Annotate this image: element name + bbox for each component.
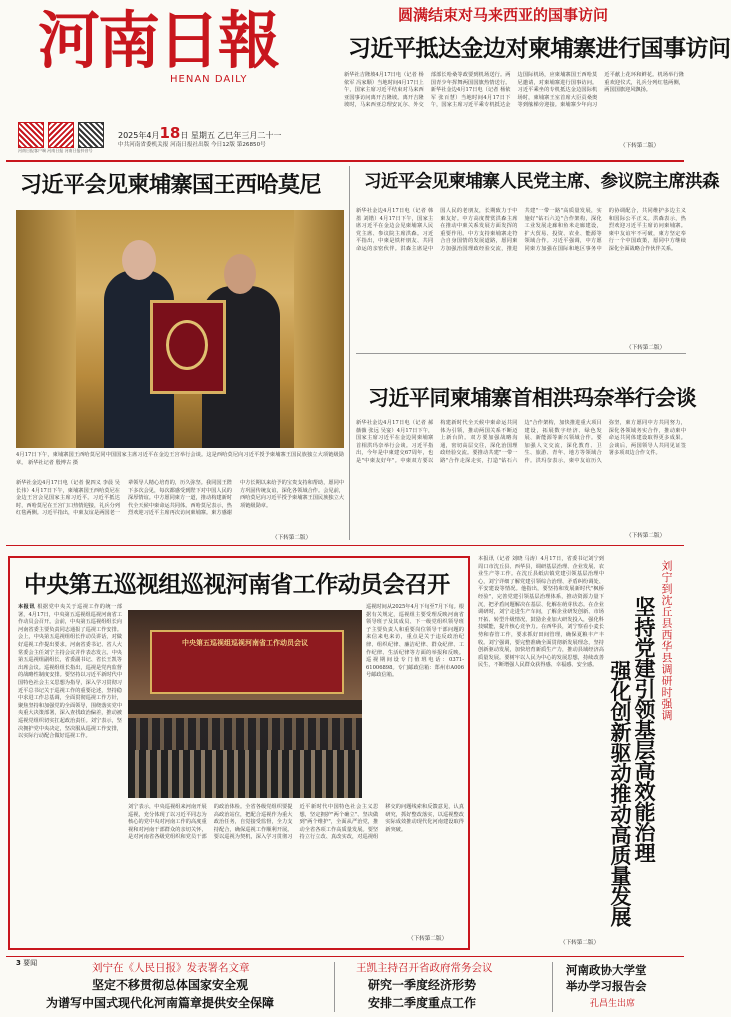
liuning-kicker: 刘宁到沈丘县西华县调研时强调 — [660, 560, 673, 721]
divider — [6, 160, 684, 162]
liuning-headline-1: 坚持党建引领基层高效能治理 — [632, 596, 656, 863]
inspection-body-left: 本报讯 根据党中央关于巡视工作的统一部署，4月17日，中央第五巡视组巡视河南省工作动员会召开。会前，中央第五巡视组组长向河南省委主要负责同志通报了巡视工作安排。会上，中央第五巡视组组长作动员讲话，对做好巡视工作提出要求。河南省委书记、省人大常委会主任刘宁主持会议并作表态发言。中央第五巡视组副组长，省委副书记、省长王凯等出席会议。巡视组组长指出，巡视是党内监督的战略性制度安排。要坚持以习近平新时代中国特色社会主义思想为指导，深入学习贯彻习近平总书记关于巡视工作的重要论述，坚持稳中求进工作总基调，全面贯彻巡视工作方针，聚焦坚持和加强党的全面领导，围绕落实党中央重大决策部署，深入查找政治偏差，推动被巡视党组织切实扛起政治责任。刘宁表示，坚决拥护党中央决定，坚决服从巡视工作安排，以实际行动配合做好巡视工作。 — [18, 604, 122, 740]
story-king-more: （下转第二版） — [272, 535, 312, 541]
story-hunmanet-more: （下转第二版） — [626, 533, 666, 539]
inspection-more: （下转第二版） — [408, 936, 448, 942]
footer-item1-line1: 坚定不移贯彻总体国家安全观 — [92, 978, 249, 992]
divider — [349, 166, 350, 540]
top-story-kicker: 圆满结束对马来西亚的国事访问 — [398, 6, 609, 24]
inspection-body-bottom: 刘宁表示，中央巡视组来河南开展巡视，充分体现了以习近平同志为核心的党中央对河南工作的高度重视和对河南干部群众的亲切关怀，是对河南省各级党组织和党员干部的政治体检。全省各级党组织要提高政治站位，把配合巡视作为重大政治任务，自觉接受监督，全力支持配合，确保巡视工作顺利开展。要以巡视为契机，深入学习贯彻习近平新时代中国特色社会主义思想，坚定拥护"两个确立"、坚决做到"两个维护"，全面从严治党，推动全省各项工作高质量发展。要坚持立行立改、真改实改，对巡视组移交的问题线索和反馈意见，认真研究，抓好整改落实，以巡视整改实际成效推动现代化河南建设取得新突破。 — [128, 804, 464, 841]
story-king-headline: 习近平会见柬埔寨国王西哈莫尼 — [20, 173, 322, 198]
date-prefix: 2025年4月 — [118, 131, 160, 140]
footer-item3-line1: 河南政协大学堂 — [566, 963, 647, 977]
footer-item2-kicker: 王凯主持召开省政府常务会议 — [356, 962, 493, 974]
qr-caption: 河南日报抖音号 — [64, 148, 93, 153]
qr-caption: 河南日报 — [47, 148, 64, 153]
liuning-body: 本报讯（记者 刘晓 马涛）4月17日，省委书记刘宁到周口市沈丘县、西华县，调研基层治理、企业发展、农业生产等工作。在沈丘县纸店镇党建引领基层治理中心，刘宁详细了解党建引领综合治理、矛盾纠纷调处、平安建设等情况。他指出，要坚持和发展新时代"枫桥经验"，完善党建引领基层治理体系，推动资源力量下沉，把矛盾问题解决在基层、化解在萌芽状态。在企业调研时，刘宁走进生产车间，了解企业研发创新、市场开拓、转型升级情况，鼓励企业加大研发投入，强化科技赋能，提升核心竞争力。在西华县，刘宁察看小麦长势和春管工作，要求抓好田间管理，确保夏粮丰产丰收。刘宁强调，要完整准确全面贯彻新发展理念，坚持创新驱动发展，加快培育新质生产力，推动县域经济高质量发展。要树牢以人民为中心的发展思想，持续改善民生，不断增强人民群众获得感、幸福感、安全感。 — [478, 556, 604, 669]
meeting-banner: 中央第五巡视组巡视河南省工作动员会议 — [182, 639, 308, 647]
divider — [6, 956, 684, 957]
story-hunsen-body: 新华社金边4月17日电（记者 韩墨 刘锴）4月17日下午，国家主席习近平在金边会见柬埔寨人民党主席、参议院主席洪森。习近平指出，中柬是铁杆朋友、共同命运的亲密伙伴。洪森主席是中国人民的老朋友，长期致力于中柬友好。中方高度赞赏洪森主席在推动中柬关系发展方面发挥的重要作用。中方支持柬埔寨走符合自身国情的发展道路，愿同柬方加强治国理政经验交流，推进共建"一带一路"高质量发展，实施好"钻石六边"合作架构，深化工业发展走廊和鱼米走廊建设，扩大贸易、投资、农业、能源等领域合作。习近平强调，中方愿同柬方加强在国际和地区事务中的协调配合，共同维护多边主义和国际公平正义。洪森表示，热烈欢迎习近平主席访问柬埔寨。柬中友谊牢不可破，柬方坚定奉行一个中国政策，愿同中方继续深化全面战略合作伙伴关系。 — [356, 208, 686, 252]
publisher-line: 中共河南省委机关报 河南日报社出版 今日12版 第26850号 — [118, 142, 266, 148]
divider — [356, 353, 686, 354]
divider — [334, 962, 335, 1012]
photo-king-meeting — [16, 210, 344, 448]
qr-code-icon — [18, 122, 44, 148]
qr-caption: 河南日报客户端 — [18, 148, 46, 153]
date-day: 18 — [159, 124, 181, 142]
page-section: 要闻 — [23, 959, 38, 967]
masthead-pinyin: HENAN DAILY — [170, 74, 248, 85]
qr-codes — [18, 122, 108, 154]
photo-caption: 4月17日下午，柬埔寨国王西哈莫尼同中国国家主席习近平在金边王宫举行会谈。这是西哈莫尼向习近平授予柬埔寨王国民族独立大项链级勋章。 新华社记者 殷博古 摄 — [16, 452, 344, 466]
date-suffix: 日 星期五 乙巳年三月二十一 — [180, 131, 282, 140]
divider — [552, 962, 553, 1012]
footer-item3-line3: 孔昌生出席 — [590, 999, 636, 1009]
inspection-body-mid: 巡视时间从2025年4月下旬至7月下旬。根据有关规定，巡视组主要受理反映河南省领导班子及其成员、下一级党组织领导班子主要负责人和重要岗位领导干部问题的来信来电来访，重点是关于违反政治纪律、组织纪律、廉洁纪律、群众纪律、工作纪律、生活纪律等方面的举报和反映。巡视期间设专门值班电话：0371-61006898。专门邮政信箱：郑州市A006号邮政信箱。 — [366, 604, 464, 679]
page-number-value: 3 — [16, 959, 21, 967]
story-hunsen-more: （下转第二版） — [626, 345, 666, 351]
top-story-body: 新华社吉隆坡4月17日电（记者 杨依军 冯家顺）当地时间4月17日上午，国家主席习近平结束对马来西亚国事访问离开吉隆坡。离开吉隆坡时，马来西亚总理安瓦尔、外交部部长哈桑等政要到机场送行。两国青少年挥舞两国国旗热情送行。新华社金边4月17日电（记者 杨依军 张百慧）当地时间4月17日下午，国家主席习近平乘专机抵达金边国际机场，应柬埔寨国王西哈莫尼邀请，对柬埔寨进行国事访问。习近平乘坐的专机抵达金边国际机场时，柬埔寨王室首席大臣贡桑奥等到舷梯旁迎接。柬埔寨少年向习近平献上花环和鲜花。机场举行隆重欢迎仪式，礼兵分列红毯两侧，两国国旗迎风飘扬。 — [344, 72, 684, 109]
qr-code-icon — [78, 122, 104, 148]
liuning-headline-2: 强化创新驱动推动高质量发展 — [608, 660, 632, 927]
inspection-byline: 本报讯 — [18, 604, 36, 610]
top-story-headline: 习近平抵达金边对柬埔寨进行国事访问 — [348, 36, 731, 62]
masthead-title: 河南日報 — [38, 4, 279, 77]
page-number — [16, 958, 37, 968]
footer-item1-kicker: 刘宁在《人民日报》发表署名文章 — [92, 962, 250, 974]
footer-item3-line2: 举办学习报告会 — [566, 979, 647, 993]
story-hunmanet-body: 新华社金边4月17日电（记者 郝薇薇 张远 吴宴）4月17日下午，国家主席习近平在金边同柬埔寨首相洪玛奈举行会谈。习近平指出，今年是中柬建交67周年，也是"中柬友好年"。中柬双方要以构建新时代全天候中柬命运共同体为引领，推动两国关系不断迈上新台阶。双方要加强战略沟通，密切高层交往，深化治国理政经验交流。要推动共建"一带一路"合作走深走实，打造"钻石六边"合作架构，加快推进重大项目建设，拓展数字经济、绿色发展、新能源等新兴领域合作。要加强人文交流，深化教育、卫生、旅游、青年、地方等领域合作。洪玛奈表示，柬中友谊历久弥坚，柬方愿同中方共同努力，深化各领域务实合作，推动柬中命运共同体建设取得更多成果。会谈后，两国领导人共同见证签署多项双边合作文件。 — [356, 420, 686, 464]
story-hunmanet-headline: 习近平同柬埔寨首相洪玛奈举行会谈 — [368, 386, 696, 410]
story-hunsen-headline: 习近平会见柬埔寨人民党主席、参议院主席洪森 — [364, 172, 719, 192]
qr-code-icon — [48, 122, 74, 148]
footer-item2-line2: 安排二季度重点工作 — [368, 996, 477, 1010]
footer-item1-line2: 为谱写中国式现代化河南篇章提供安全保障 — [46, 996, 275, 1010]
story-king-body: 新华社金边4月17日电（记者 倪四义 李晨 吴长伟）4月17日下午，柬埔寨国王西哈莫尼在金边王宫会见国家主席习近平。习近平抵达时，西哈莫尼在王宫门口热情迎接，礼兵分列红毯两侧。习近平指出，中柬友谊是两国老一辈领导人精心培育的，历久弥坚。我同国王陛下多次会见，每次都感受到陛下对中国人民的深厚情谊。中方愿同柬方一道，推动构建新时代全天候中柬命运共同体。西哈莫尼表示，热烈欢迎习近平主席再次访问柬埔寨。柬方感谢中方长期以来给予的宝贵支持和帮助，愿同中方巩固传统友谊，深化各领域合作。会见前，西哈莫尼向习近平授予柬埔寨王国民族独立大项链级勋章。 — [16, 480, 344, 517]
top-story-more: （下转第二版） — [620, 143, 660, 149]
photo-inspection-meeting — [128, 610, 362, 798]
inspection-headline: 中央第五巡视组巡视河南省工作动员会召开 — [24, 572, 450, 598]
divider — [6, 545, 684, 546]
liuning-more: （下转第二版） — [560, 940, 600, 946]
footer-item2-line1: 研究一季度经济形势 — [368, 978, 477, 992]
